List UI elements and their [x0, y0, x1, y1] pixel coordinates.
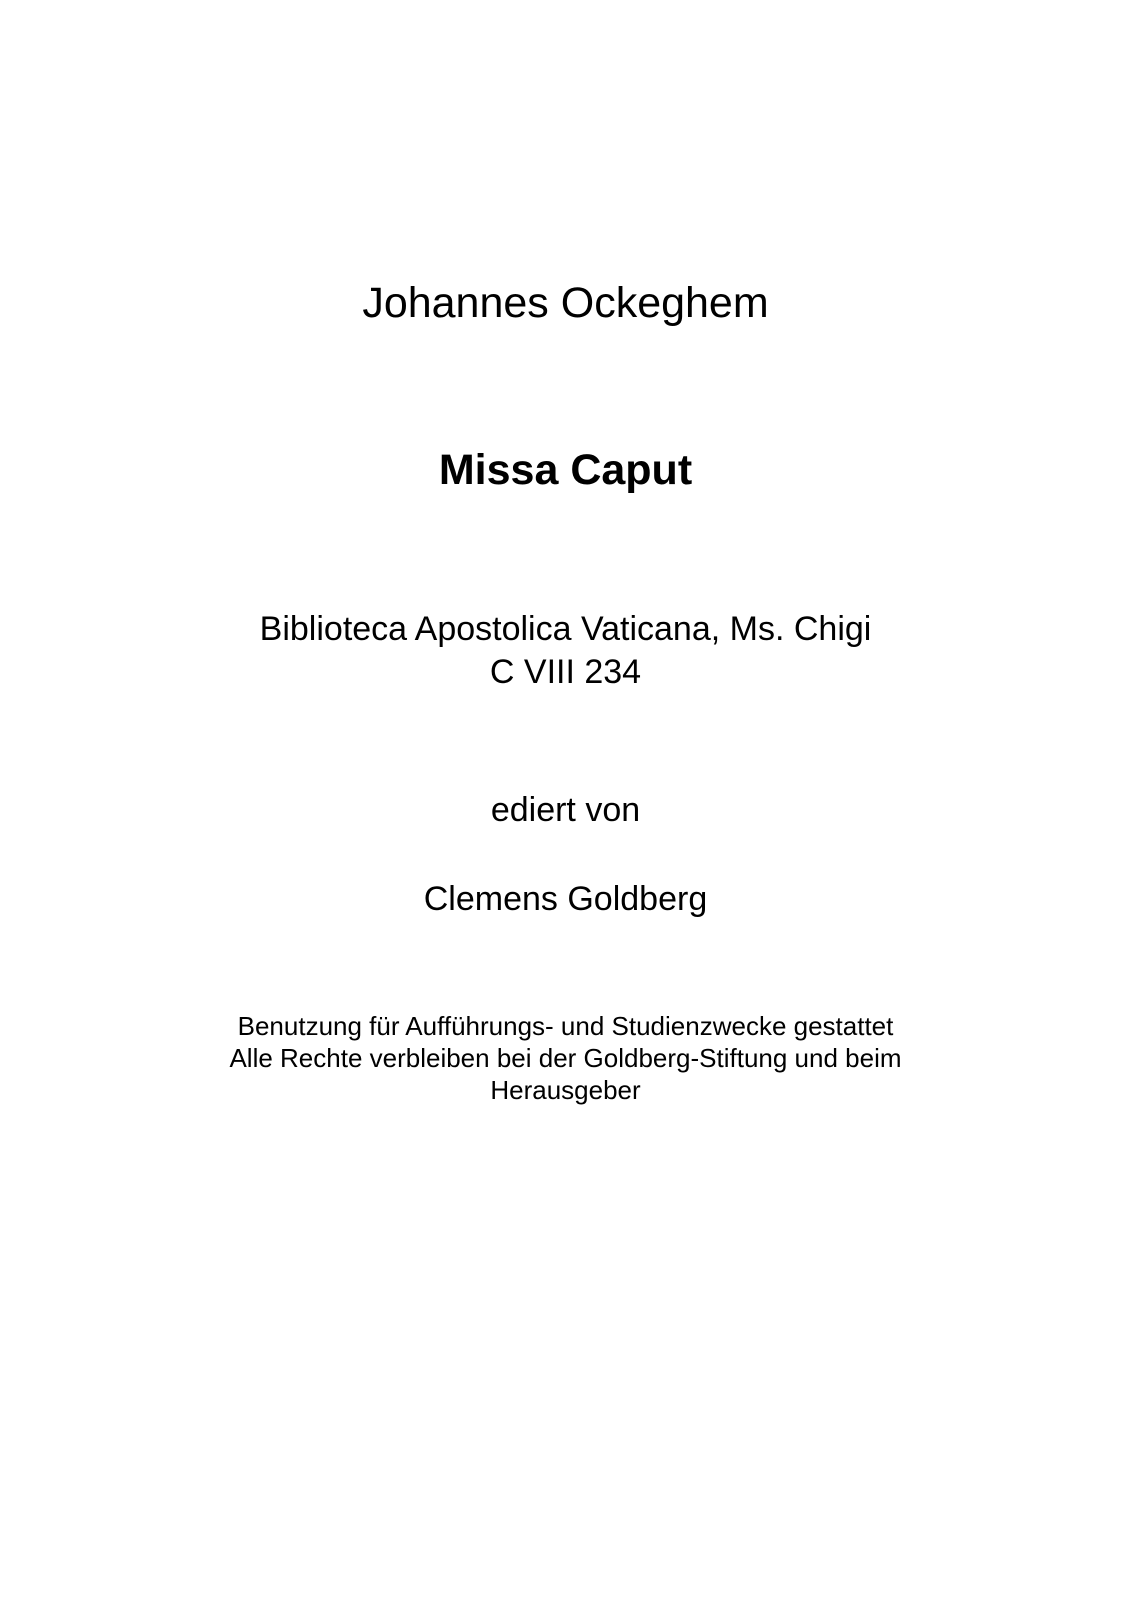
source-citation-line-1: Biblioteca Apostolica Vaticana, Ms. Chigi	[259, 610, 872, 648]
editor-name: Clemens Goldberg	[423, 880, 708, 918]
rights-notice-line-2: Alle Rechte verbleiben bei der Goldberg-Stiftung und beim	[229, 1043, 902, 1073]
composer-name: Johannes Ockeghem	[362, 279, 769, 327]
rights-notice-line-1: Benutzung für Aufführungs- und Studienzwecke gestattet	[237, 1011, 894, 1041]
source-citation	[0, 608, 1131, 694]
rights-notice-line-3: Herausgeber	[490, 1075, 641, 1105]
edited-by-label: ediert von	[490, 791, 641, 829]
rights-notice	[0, 1010, 1131, 1106]
source-citation-line-2: C VIII 234	[489, 653, 642, 691]
work-title: Missa Caput	[438, 446, 693, 494]
